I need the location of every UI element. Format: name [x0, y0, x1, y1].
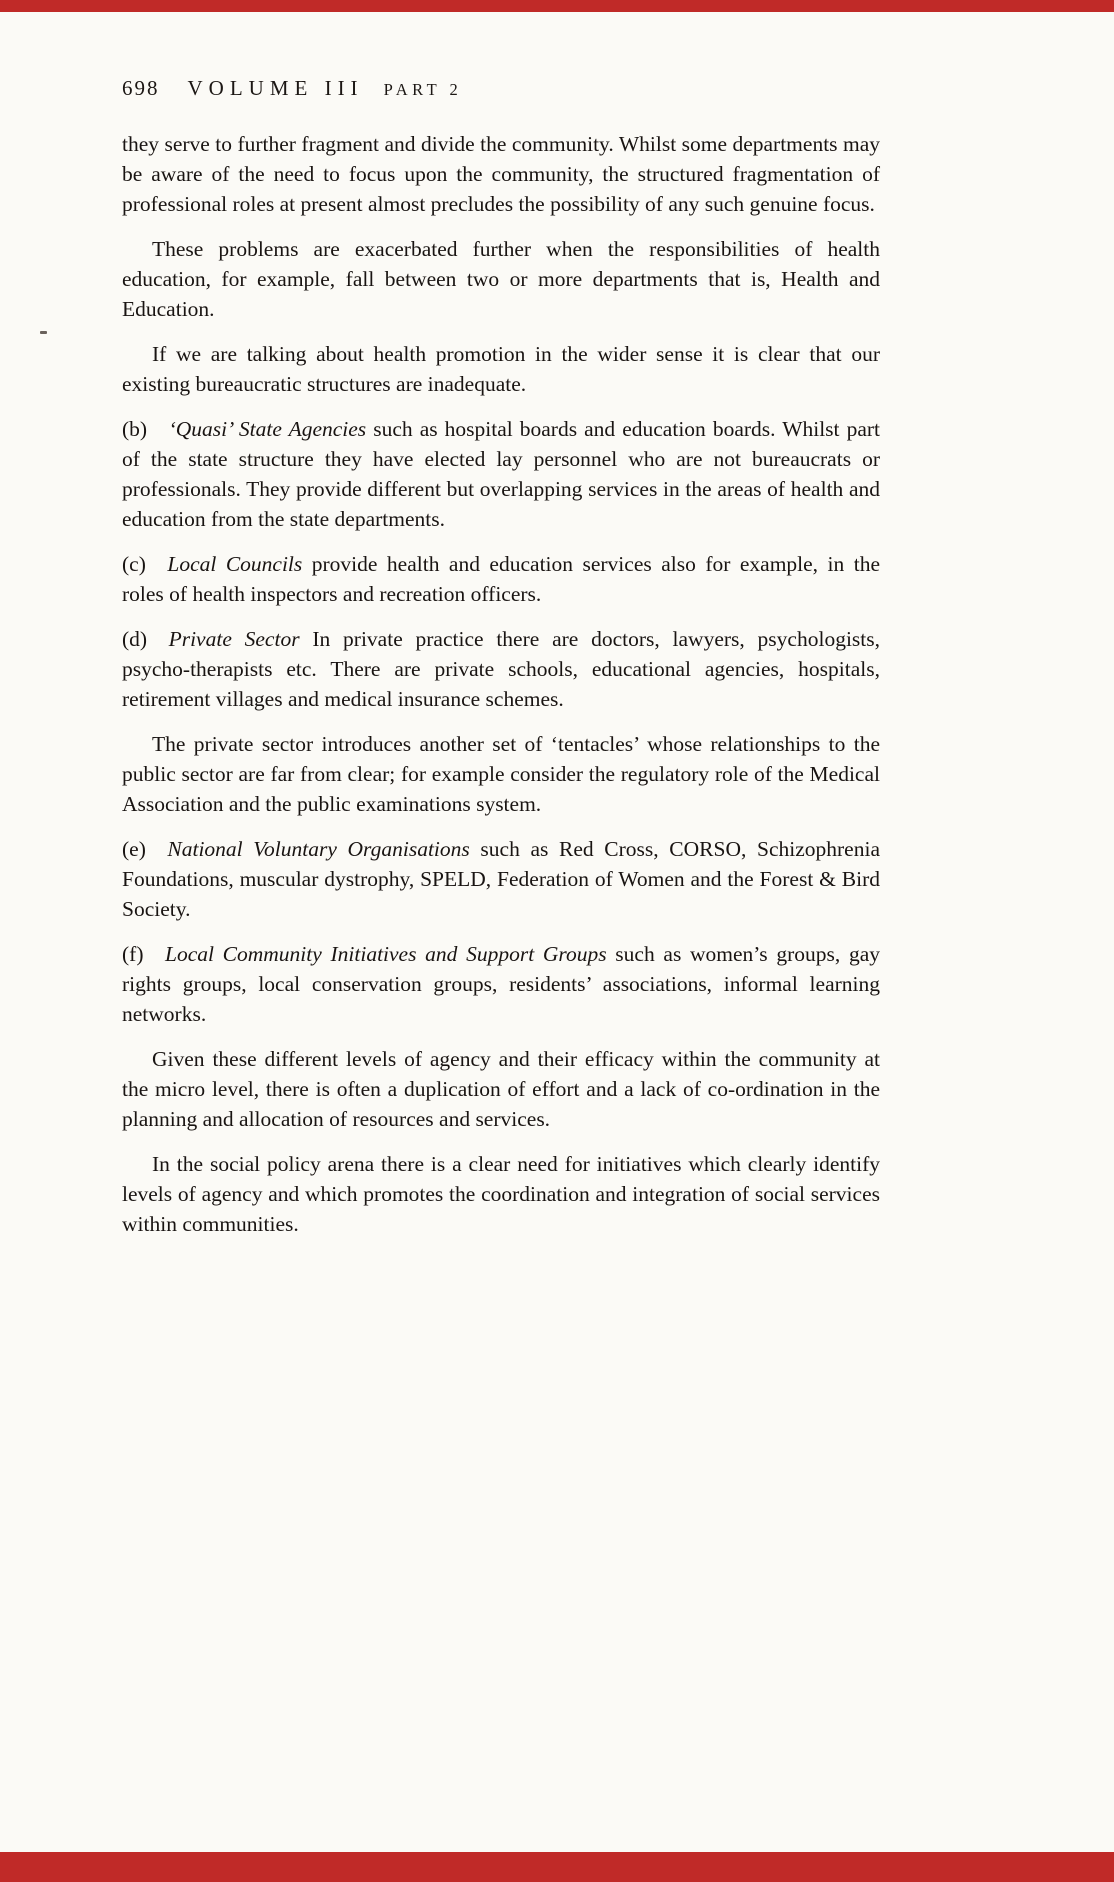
- body-text-run: Given these different levels of agency and their efficacy within the community at the micro level, there is often a duplication of effort and a lack of co-ordination in the planning and allocation of resources and services.: [122, 1047, 880, 1131]
- paragraph: [122, 624, 880, 714]
- italic-text: National Voluntary Organisations: [167, 837, 470, 861]
- paragraph: [122, 129, 880, 219]
- paragraph: [122, 1044, 880, 1134]
- body-text-run: (f): [122, 942, 165, 966]
- page-content: [122, 76, 880, 1254]
- body-text-run: (e): [122, 837, 168, 861]
- body-text-run: such as Red Cross, CORSO, Schizophrenia Foundations, muscular dystrophy, SPELD, Federation of Women and the Forest & Bird Society.: [122, 837, 880, 921]
- italic-text: Private Sector: [168, 627, 300, 651]
- page-number: 698: [122, 76, 160, 100]
- body-text-run: These problems are exacerbated further when the responsibilities of health education, for example, fall between two or more departments that is, Health and Education.: [122, 237, 880, 321]
- margin-mark: [40, 331, 47, 334]
- paragraph: [122, 414, 880, 534]
- paragraph: [122, 729, 880, 819]
- paragraph: [122, 834, 880, 924]
- italic-text: Local Community Initiatives and Support Groups: [164, 942, 607, 966]
- body-text-run: such as hospital boards and education boards. Whilst part of the state structure they have elected lay personnel who are not bureaucrats or professionals. They provide different but overlapping services in the areas of health and education from the state departments.: [122, 417, 880, 531]
- running-header: [122, 76, 880, 101]
- top-edge-bar: [0, 0, 1114, 12]
- body-text-run: provide health and education services also for example, in the roles of health inspectors and recreation officers.: [122, 552, 881, 606]
- body-text-run: (c): [122, 552, 168, 576]
- body-text-run: such as women’s groups, gay rights groups, local conservation groups, residents’ associations, informal learning networks.: [122, 942, 880, 1026]
- paragraph: [122, 549, 880, 609]
- body-text-run: In private practice there are doctors, lawyers, psychologists, psycho-therapists etc. There are private schools, educational agencies, hospitals, retirement villages and medical insurance schemes.: [122, 627, 881, 711]
- body-text-run: The private sector introduces another set of ‘tentacles’ whose relationships to the public sector are far from clear; for example consider the regulatory role of the Medical Association and the public examinations system.: [122, 732, 880, 816]
- paragraph: [122, 939, 880, 1029]
- body-text-run: If we are talking about health promotion in the wider sense it is clear that our existing bureaucratic structures are inadequate.: [122, 342, 880, 396]
- bottom-edge-bar: [0, 1852, 1114, 1882]
- italic-text: ‘Quasi’ State Agencies: [168, 417, 367, 441]
- paragraph: [122, 234, 880, 324]
- paragraph: [122, 339, 880, 399]
- italic-text: Local Councils: [167, 552, 303, 576]
- part-label: PART 2: [383, 80, 463, 99]
- body-text-run: (d): [122, 627, 169, 651]
- body-text: [122, 129, 880, 1239]
- body-text-run: they serve to further fragment and divide the community. Whilst some departments may be aware of the need to focus upon the community, the structured fragmentation of professional roles at present almost precludes the possibility of any such genuine focus.: [122, 132, 880, 216]
- paragraph: [122, 1149, 880, 1239]
- volume-label: VOLUME III: [187, 76, 364, 100]
- body-text-run: (b): [122, 417, 169, 441]
- body-text-run: In the social policy arena there is a clear need for initiatives which clearly identify levels of agency and which promotes the coordination and integration of social services within communities.: [122, 1152, 880, 1236]
